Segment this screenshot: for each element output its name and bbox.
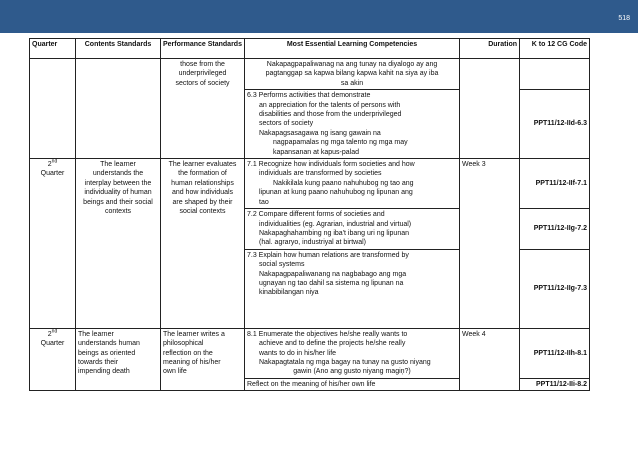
cg-code: PPT11/12-IIh-8.1 [520,328,590,378]
melc-cell: 7.2 Compare different forms of societies and individualities (eg. Agrarian, industrial and virtual) Nakapaghahambing ng iba't ibang uri ng lipunan (hal. agraryo, industriyal at birtwal) [245,209,460,250]
header-cg-code: K to 12 CG Code [520,39,590,59]
melc-cell: Nakapagpapaliwanag na ang tunay na diyalogo ay ang pagtanggap sa kapwa bilang kapwa kahit na siya ay iba sa akin [245,59,460,90]
duration-cell [460,59,520,159]
duration-cell: Week 4 [460,328,520,390]
cg-code: PPT11/12-IIf-7.1 [520,159,590,209]
header-melc: Most Essential Learning Competencies [245,39,460,59]
melc-cell: Reflect on the meaning of his/her own life [245,378,460,390]
performance-cell: The learner writes a philosophical reflection on the meaning of his/her own life [161,328,245,390]
table-row [30,59,590,90]
melc-cell: 7.3 Explain how human relations are transformed by social systems Nakapagpapaliwanang na nagbabago ang mga ugnayan ng tao dahil sa sistema ng lipunan na kinabibilangan niya [245,249,460,328]
table-row [30,159,590,209]
code-cell [520,59,590,90]
quarter-cell: 2nd Quarter [30,159,76,329]
table-row [30,328,590,378]
header-duration: Duration [460,39,520,59]
page-number: 518 [618,15,630,22]
performance-cell: those from the underprivileged sectors of society [161,59,245,159]
header-performance-standards: Performance Standards [161,39,245,59]
quarter-cell: 2nd Quarter [30,328,76,390]
curriculum-guide-table [29,38,590,391]
duration-cell: Week 3 [460,159,520,329]
melc-cell: 6.3 Performs activities that demonstrate an appreciation for the talents of persons with disabilities and those from the underprivileged sectors of society Nakapagsasagawa ng isang gawain na nagpapamalas ng mga talento ng mga may kapansanan at kapus-palad [245,90,460,159]
contents-cell: The learner understands human beings as oriented towards their impending death [76,328,161,390]
table-header-row [30,39,590,59]
melc-cell: 8.1 Enumerate the objectives he/she really wants to achieve and to define the projects he/she really wants to do in his/her life Nakapagtatala ng mga bagay na tunay na gusto niyang gawin (Ano ang gusto niyang magiņ?) [245,328,460,378]
cg-code: PPT11/12-IId-6.3 [520,90,590,159]
header-band [0,0,638,33]
contents-cell: The learner understands the interplay between the individuality of human beings and their social contexts [76,159,161,329]
header-contents-standards: Contents Standards [76,39,161,59]
melc-cell: 7.1 Recognize how individuals form societies and how individuals are transformed by societies Nakikilala kung paano nahuhubog ng tao ang lipunan at kung paano nahuhubog ng lipunan ang tao [245,159,460,209]
cg-code: PPT11/12-IIg-7.3 [520,249,590,328]
quarter-cell [30,59,76,159]
contents-cell [76,59,161,159]
header-quarter: Quarter [30,39,76,59]
performance-cell: The learner evaluates the formation of human relationships and how individuals are shaped by their social contexts [161,159,245,329]
cg-code: PPT11/12-IIi-8.2 [520,378,590,390]
cg-code: PPT11/12-IIg-7.2 [520,209,590,250]
